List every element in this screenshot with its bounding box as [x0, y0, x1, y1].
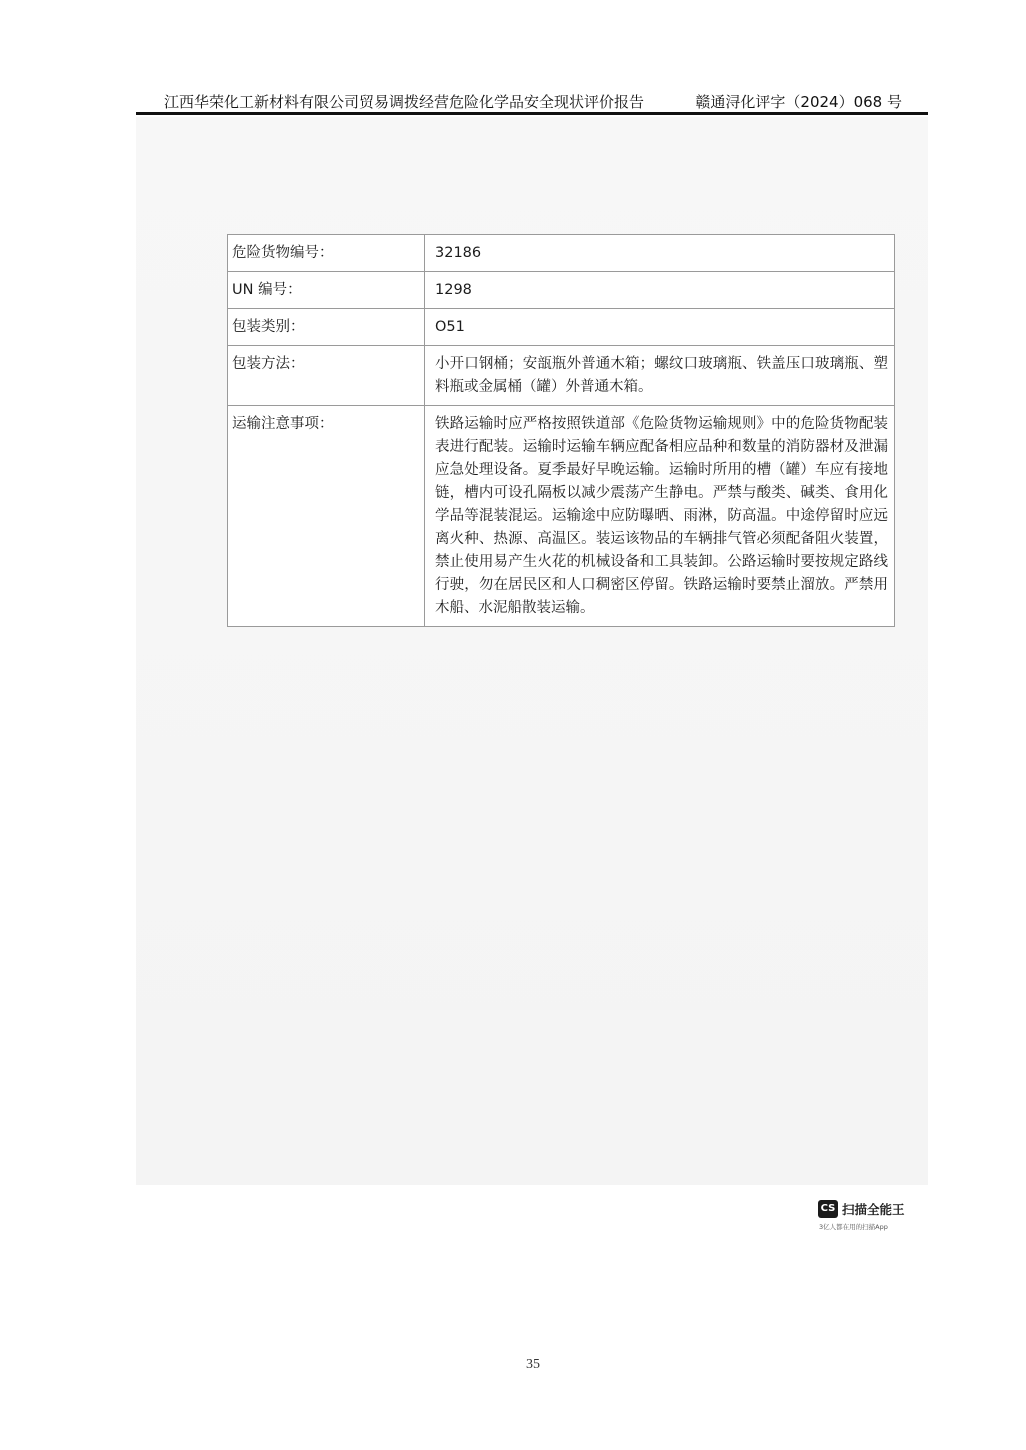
page-number: 35: [526, 1357, 540, 1372]
header-divider: [136, 112, 928, 115]
page-header: [136, 86, 928, 112]
row-value-packing-method: 小开口钢桶；安瓿瓶外普通木箱；螺纹口玻璃瓶、铁盖压口玻璃瓶、塑料瓶或金属桶（罐）外普通木箱。: [425, 346, 895, 406]
row-value-un-number: 1298: [425, 272, 895, 309]
table-row: [228, 406, 895, 627]
hazard-info-table: [227, 234, 895, 627]
watermark-tagline: 3亿人都在用的扫描App: [819, 1223, 888, 1231]
table-row: [228, 235, 895, 272]
row-label-dangerous-goods-no: 危险货物编号：: [228, 235, 425, 272]
row-value-dangerous-goods-no: 32186: [425, 235, 895, 272]
camscanner-logo-icon: CS: [818, 1200, 838, 1218]
report-number: 赣通浔化评字（2024）068 号: [695, 93, 902, 111]
table-row: [228, 309, 895, 346]
row-value-transport-notes: 铁路运输时应严格按照铁道部《危险货物运输规则》中的危险货物配装表进行配装。运输时运输车辆应配备相应品种和数量的消防器材及泄漏应急处理设备。夏季最好早晚运输。运输时所用的槽（罐）车应有接地链，槽内可设孔隔板以减少震荡产生静电。严禁与酸类、碱类、食用化学品等混装混运。运输途中应防曝晒、雨淋，防高温。中途停留时应远离火种、热源、高温区。装运该物品的车辆排气管必须配备阻火装置，禁止使用易产生火花的机械设备和工具装卸。公路运输时要按规定路线行驶，勿在居民区和人口稠密区停留。铁路运输时要禁止溜放。严禁用木船、水泥船散装运输。: [425, 406, 895, 627]
scanner-watermark: [818, 1198, 928, 1238]
watermark-name: 扫描全能王: [842, 1202, 905, 1217]
row-label-un-number: UN 编号：: [228, 272, 425, 309]
table-row: [228, 346, 895, 406]
row-value-packing-category: O51: [425, 309, 895, 346]
row-label-packing-method: 包装方法：: [228, 346, 425, 406]
table-row: [228, 272, 895, 309]
row-label-transport-notes: 运输注意事项：: [228, 406, 425, 627]
report-title: 江西华荣化工新材料有限公司贸易调拨经营危险化学品安全现状评价报告: [164, 93, 645, 111]
row-label-packing-category: 包装类别：: [228, 309, 425, 346]
